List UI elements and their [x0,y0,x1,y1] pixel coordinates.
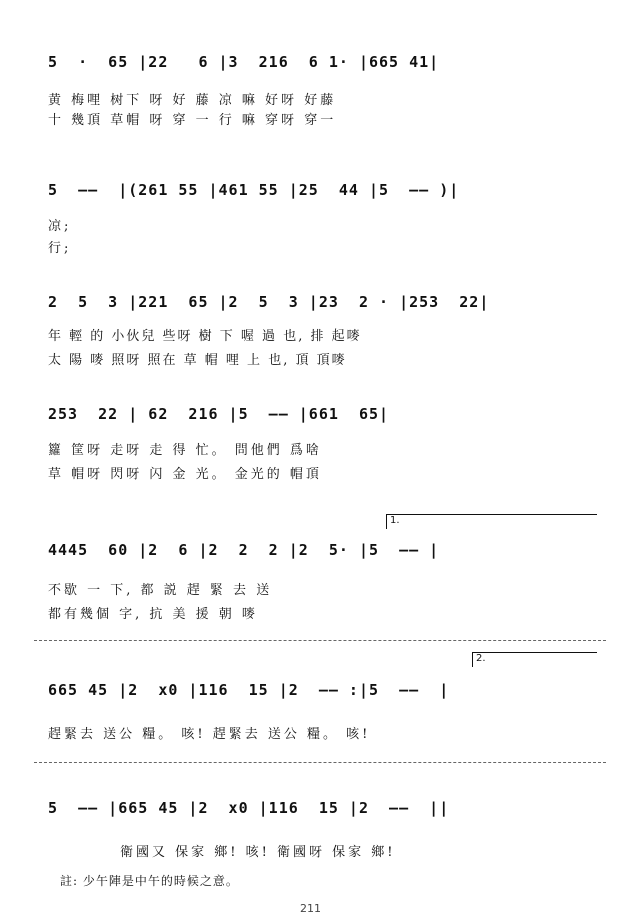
section-divider-2 [34,762,606,763]
footnote: 註: 少午陣是中午的時候之意。 [60,874,239,888]
system-6-notes: 665 45 |2 x0 |116 15 |2 —— :|5 —— | [48,681,450,699]
section-divider [34,640,606,641]
second-ending-label: 2. [476,653,486,664]
system-2-notes: 5 —— |(261 55 |461 55 |25 44 |5 —— )| [48,181,460,199]
system-4-lyric-2: 草 帽呀 閃呀 闪 金 光。 金光的 帽頂 [48,467,322,482]
second-ending-bracket [472,652,597,667]
system-1-lyric-2: 十 幾頂 草帽 呀 穿 一 行 嘛 穿呀 穿一 [48,113,337,128]
system-7-lyric: 衛國又 保家 鄉! 咳! 衛國呀 保家 鄉! [120,845,396,860]
system-4-lyric-1: 籮 筐呀 走呀 走 得 忙。 問他們 爲啥 [48,443,322,458]
first-ending-bracket [386,514,597,529]
system-5-notes: 4445 60 |2 6 |2 2 2 |2 5· |5 —— | [48,541,440,559]
system-3-notes: 2 5 3 |221 65 |2 5 3 |23 2 · |253 22| [48,293,490,311]
system-4-notes: 253 22 | 62 216 |5 —— |661 65| [48,405,390,423]
system-2-lyric-2: 行; [48,241,72,256]
system-7-notes: 5 —— |665 45 |2 x0 |116 15 |2 —— || [48,799,450,817]
system-1-notes: 5 · 65 |22 6 |3 216 6 1· |665 41| [48,53,440,71]
system-3-lyric-2: 太 陽 嘜 照呀 照在 草 帽 哩 上 也, 頂 頂嘜 [48,353,347,368]
system-1-lyric-1: 黄 梅哩 树下 呀 好 藤 凉 嘛 好呀 好藤 [48,93,337,108]
system-5-lyric-2: 都有幾個 字, 抗 美 援 朝 嘜 [48,607,258,622]
system-5-lyric-1: 不歇 一 下, 都 説 趕 緊 去 送 [48,583,273,598]
page-number: 211 [300,902,321,915]
system-3-lyric-1: 年 輕 的 小伙兒 些呀 樹 下 喔 過 也, 排 起嘜 [48,329,362,344]
system-6-lyric: 趕緊去 送公 糧。 咳! 趕緊去 送公 糧。 咳! [48,727,371,742]
system-2-lyric-1: 凉; [48,219,72,234]
first-ending-label: 1. [390,515,400,526]
